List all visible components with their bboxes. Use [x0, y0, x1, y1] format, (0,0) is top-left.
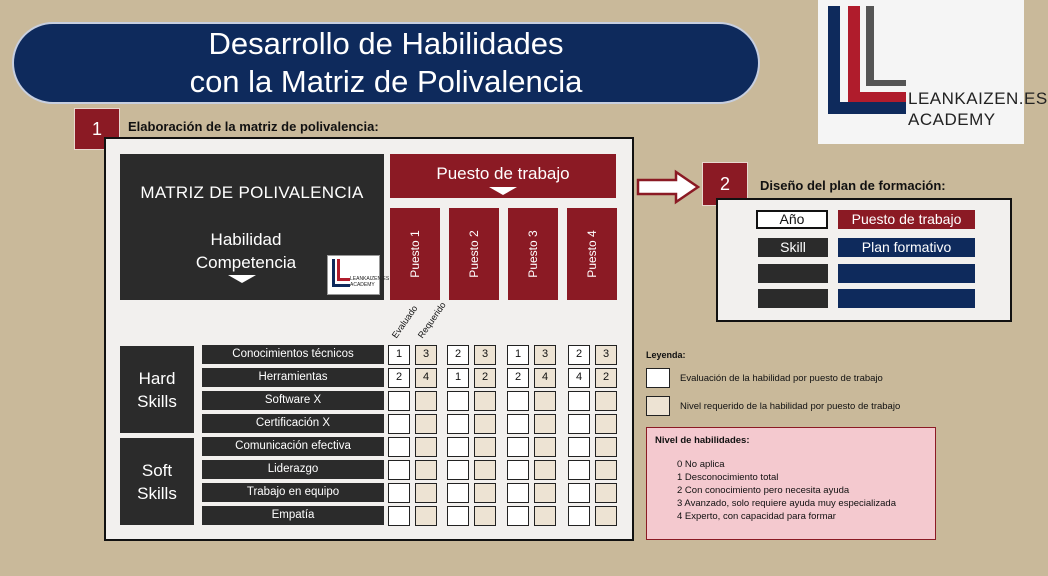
evaluado-cell — [568, 391, 590, 411]
evaluado-cell — [447, 483, 469, 503]
title-banner — [12, 22, 760, 104]
legend-req-swatch — [646, 396, 670, 416]
requerido-cell: 3 — [595, 345, 617, 365]
puesto-2-column: Puesto 2 — [449, 208, 499, 300]
evaluado-cell — [507, 391, 529, 411]
skill-row-label: Empatía — [202, 506, 384, 525]
evaluado-cell — [388, 437, 410, 457]
legend-eval-text: Evaluación de la habilidad por puesto de trabajo — [680, 373, 883, 384]
evaluado-cell — [568, 460, 590, 480]
skill-row-label: Herramientas — [202, 368, 384, 387]
puesto-3-column: Puesto 3 — [508, 208, 558, 300]
evaluado-cell: 2 — [388, 368, 410, 388]
level-item: 0 No aplica — [677, 459, 725, 470]
requerido-cell — [534, 506, 556, 526]
competencia-label: Competencia — [195, 253, 297, 272]
requerido-cell — [595, 483, 617, 503]
evaluado-cell — [447, 414, 469, 434]
level-item: 3 Avanzado, solo requiere ayuda muy especializada — [677, 498, 896, 509]
step-1-label: Elaboración de la matriz de polivalencia: — [128, 119, 379, 134]
evaluado-cell — [507, 483, 529, 503]
requerido-cell — [595, 414, 617, 434]
skill-row-label: Comunicación efectiva — [202, 437, 384, 456]
empty-plan-cell — [838, 264, 975, 283]
requerido-cell — [474, 506, 496, 526]
matrix-title: MATRIZ DE POLIVALENCIA — [140, 183, 364, 202]
evaluado-cell: 1 — [447, 368, 469, 388]
matrix-title-block — [120, 154, 390, 300]
requerido-cell — [415, 414, 437, 434]
skill-row-label: Software X — [202, 391, 384, 410]
requerido-cell — [474, 483, 496, 503]
requerido-cell — [534, 460, 556, 480]
evaluado-cell: 1 — [388, 345, 410, 365]
level-item: 1 Desconocimiento total — [677, 472, 779, 483]
requerido-cell — [415, 437, 437, 457]
down-arrow-icon — [489, 187, 517, 195]
evaluado-cell — [507, 414, 529, 434]
requerido-cell — [474, 460, 496, 480]
requerido-cell: 3 — [415, 345, 437, 365]
requerido-cell — [534, 483, 556, 503]
evaluado-cell — [568, 506, 590, 526]
empty-plan-cell — [838, 289, 975, 308]
requerido-cell — [415, 391, 437, 411]
skill-row-label: Trabajo en equipo — [202, 483, 384, 502]
requerido-cell — [595, 437, 617, 457]
evaluado-cell — [568, 437, 590, 457]
skill-cell: Skill — [758, 238, 828, 257]
evaluado-cell: 2 — [447, 345, 469, 365]
title-line-1: Desarrollo de Habilidades — [208, 26, 564, 61]
evaluado-cell: 1 — [507, 345, 529, 365]
level-item: 4 Experto, con capacidad para formar — [677, 511, 836, 522]
requerido-cell — [534, 391, 556, 411]
mini-logo: LEANKAIZEN.ES ACADEMY — [327, 255, 380, 295]
puesto-cell: Puesto de trabajo — [838, 210, 975, 229]
requerido-cell: 3 — [534, 345, 556, 365]
requerido-cell — [474, 391, 496, 411]
requerido-label: Requerido — [415, 300, 448, 340]
leankaizen-logo — [818, 0, 1048, 144]
puesto-1-column: Puesto 1 — [390, 208, 440, 300]
plan-formativo-cell: Plan formativo — [838, 238, 975, 257]
requerido-cell — [595, 460, 617, 480]
logo-text: LEANKAIZEN.ES ACADEMY — [908, 89, 1048, 129]
requerido-cell — [415, 460, 437, 480]
requerido-cell — [534, 414, 556, 434]
evaluado-cell — [568, 483, 590, 503]
evaluado-cell — [388, 391, 410, 411]
skill-row-label: Conocimientos técnicos — [202, 345, 384, 364]
soft-skills-group: Soft Skills — [120, 438, 194, 525]
evaluado-cell — [447, 437, 469, 457]
step-2-label: Diseño del plan de formación: — [760, 178, 946, 193]
requerido-cell — [474, 437, 496, 457]
requerido-cell — [595, 391, 617, 411]
puesto-header: Puesto de trabajo — [390, 154, 616, 198]
requerido-cell: 4 — [534, 368, 556, 388]
evaluado-cell — [447, 506, 469, 526]
evaluado-label: Evaluado — [389, 303, 420, 340]
level-item: 2 Con conocimiento pero necesita ayuda — [677, 485, 850, 496]
evaluado-cell — [507, 506, 529, 526]
evaluado-cell — [388, 483, 410, 503]
requerido-cell: 3 — [474, 345, 496, 365]
levels-title: Nivel de habilidades: — [655, 435, 750, 446]
requerido-cell — [534, 437, 556, 457]
skill-row-label: Liderazgo — [202, 460, 384, 479]
legend-req-text: Nivel requerido de la habilidad por puesto de trabajo — [680, 401, 901, 412]
requerido-cell — [415, 483, 437, 503]
evaluado-cell — [568, 414, 590, 434]
habilidad-label: Habilidad — [210, 230, 282, 249]
requerido-cell — [415, 506, 437, 526]
evaluado-cell: 2 — [507, 368, 529, 388]
empty-skill-cell — [758, 289, 828, 308]
step-1-badge: 1 — [74, 108, 120, 150]
evaluado-cell — [507, 437, 529, 457]
evaluado-cell — [447, 460, 469, 480]
down-arrow-icon — [228, 275, 256, 283]
evaluado-cell — [388, 506, 410, 526]
requerido-cell: 2 — [474, 368, 496, 388]
hard-skills-group: Hard Skills — [120, 346, 194, 433]
requerido-cell: 4 — [415, 368, 437, 388]
legend-title: Leyenda: — [646, 350, 686, 360]
evaluado-cell: 2 — [568, 345, 590, 365]
levels-box — [646, 427, 936, 540]
step-2-badge: 2 — [702, 162, 748, 206]
evaluado-cell: 4 — [568, 368, 590, 388]
evaluado-cell — [507, 460, 529, 480]
puesto-4-column: Puesto 4 — [567, 208, 617, 300]
requerido-cell: 2 — [595, 368, 617, 388]
evaluado-cell — [447, 391, 469, 411]
evaluado-cell — [388, 414, 410, 434]
requerido-cell — [595, 506, 617, 526]
legend-eval-swatch — [646, 368, 670, 388]
right-arrow-icon — [636, 170, 700, 204]
ano-cell: Año — [756, 210, 828, 229]
skill-row-label: Certificación X — [202, 414, 384, 433]
title-line-2: con la Matriz de Polivalencia — [189, 64, 583, 99]
requerido-cell — [474, 414, 496, 434]
empty-skill-cell — [758, 264, 828, 283]
evaluado-cell — [388, 460, 410, 480]
